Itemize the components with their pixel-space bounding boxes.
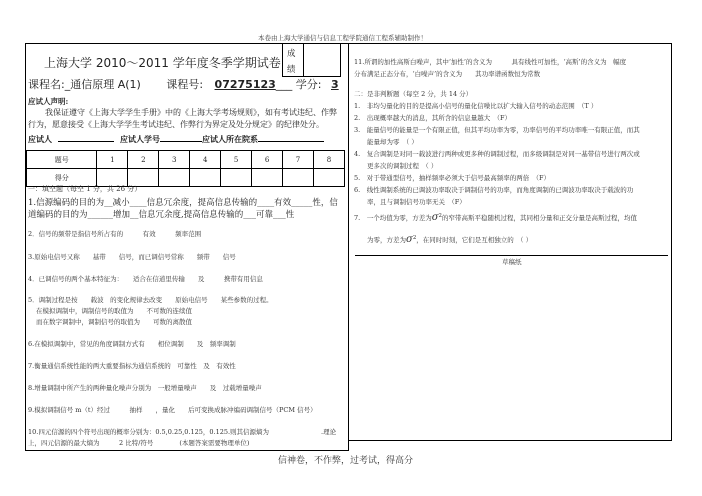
course-no-label: 课程号: xyxy=(166,78,204,91)
question-number: 1 xyxy=(97,151,128,169)
draft-label: 草稿纸 xyxy=(502,258,522,266)
question: 6.在模拟调制中，常见的角度调制方式有 相位调制 及 频率调制 xyxy=(28,340,236,348)
question: 道编码的目的为______增加__信息冗余度,提高信息传输的___可靠___性 xyxy=(28,210,295,220)
question: 1.信源编码的目的为__减小____信息冗余度，提高信息传输的____有效_____性，信 xyxy=(28,198,338,208)
section2-heading: 二：是非判断题（每空 2 分，共 14 分） xyxy=(354,90,473,98)
course-line: 课程名:_通信原理 A(1) 课程号: 07275123___ 学分: 3 xyxy=(28,76,345,92)
question: 8.增量调制中所产生的两种量化噪声分别为 一般增量噪声 及 过载增量噪声 xyxy=(28,384,262,392)
department-input[interactable] xyxy=(258,141,324,142)
question: 而在数字调制中，调制信号的取值为 可数的离散值 xyxy=(36,318,192,326)
judgement-item: 5. 对于带通型信号，抽样频率必须大于信号最高频率的两倍 （F） xyxy=(354,174,550,182)
item-text: 7. 一个均值为零，方差为 xyxy=(354,214,432,222)
score-box-divider xyxy=(340,44,341,76)
score-cell xyxy=(221,169,252,187)
superscript: 2 xyxy=(412,234,417,241)
section1-heading: 一：填空题（每空 1 分，共 26 分） xyxy=(28,185,142,193)
score-cell xyxy=(159,169,190,187)
question-number-row xyxy=(27,151,345,169)
judgement-item: 1. 非均匀量化的目的是提高小信号的量化信噪比以扩大输入信号的动态范围 （T ） xyxy=(354,102,598,110)
question: 7.衡量通信系统性能的两大重要指标为通信系统的 可靠性 及 有效性 xyxy=(28,362,236,370)
course-name: _通信原理 A(1) xyxy=(64,78,141,91)
judgement-item: 能量却为零 （ ） xyxy=(354,138,418,146)
judgement-item-7b xyxy=(354,234,532,245)
footer-text: 信神卷，不作弊，过考试，得高分 xyxy=(278,456,414,466)
item-text: 的窄带高斯平稳随机过程，其同相分量和正交分量是高斯过程，均值 xyxy=(441,214,637,222)
question-number: 2 xyxy=(128,151,159,169)
question: 11.所谓的加性高斯白噪声，其中‘加性’的含义为 具有线性可加性，‘高斯’的含义为 幅度 xyxy=(354,58,627,66)
judgement-item: 更多次的调制过程 （ ） xyxy=(354,162,438,170)
score-cell xyxy=(283,169,314,187)
sigma-symbol: σ xyxy=(431,212,439,223)
question: 4．已调信号的两个基本特征为： 适合在信道里传输 及 携带有用信息 xyxy=(28,275,263,283)
examinee-name-input[interactable] xyxy=(58,141,114,142)
superscript: 2 xyxy=(438,212,442,219)
item-text: ，在同时时刻，它们是互相独立的 （ ） xyxy=(416,236,533,244)
credit: 3 xyxy=(331,78,339,91)
question: 10.四元信源的四个符号出现的概率分别为：0.5,0.25,0.125，0.125.则其信源熵为 .理论 xyxy=(28,428,337,436)
score-table xyxy=(26,150,345,187)
course-no: 07275123 xyxy=(214,78,276,91)
score-cell xyxy=(313,169,344,187)
judgement-item: 2. 出现概率越大的消息，其所含的信息量越大 （F） xyxy=(354,114,511,122)
question-number: 6 xyxy=(252,151,283,169)
score-cell xyxy=(252,169,283,187)
examinee-fields xyxy=(28,134,324,145)
question: 2．信号的频带是指信号所占有的 有效 频率范围 xyxy=(28,230,202,238)
row-label: 得分 xyxy=(27,169,97,187)
question: 9.模拟调制信号 m（t）经过 抽样 ，量化 后可变换成脉冲编码调制信号（PCM 信号） xyxy=(28,406,317,414)
sigma-symbol: σ xyxy=(406,234,413,245)
course-name-label: 课程名: xyxy=(28,78,65,91)
score-label-1: 成 xyxy=(287,49,296,59)
judgement-item: 率，且与调制信号功率无关 （F） xyxy=(354,198,466,206)
student-no-label: 应试人学号 xyxy=(120,134,160,144)
question-number: 5 xyxy=(221,151,252,169)
question: 分布满足正态分布，‘白噪声’的含义为 其功率谱函数恒为常数 xyxy=(354,70,541,78)
department-label: 应试人所在院系 xyxy=(202,134,258,144)
question: 在模拟调制中，调制信号的取值为 不可数的连续值 xyxy=(36,307,192,315)
score-cell xyxy=(190,169,221,187)
question-number: 4 xyxy=(190,151,221,169)
header-note: 本卷由上海大学通信与信息工程学院通信工程系辅助制作！ xyxy=(258,34,427,42)
question: 上，四元信源的最大熵为 2 比特/符号 (本题答案需要物理单位) xyxy=(28,439,250,447)
question: 3.原始电信号又称 基带 信号，而已调信号常称 频带 信号 xyxy=(28,253,236,261)
score-box-divider xyxy=(282,44,283,76)
credit-label: 学分: xyxy=(295,78,322,91)
declaration-line: 我保证遵守《上海大学学生手册》中的《上海大学考场规则》，如有考试违纪、作弊 xyxy=(45,108,337,117)
row-label: 题号 xyxy=(27,151,97,169)
examinee-label: 应试人 xyxy=(28,134,52,144)
exam-title: 上海大学 2010～2011 学年度冬季学期试卷 xyxy=(44,56,281,70)
score-label-2: 绩 xyxy=(287,65,296,75)
declaration-heading: 应试人声明: xyxy=(28,97,69,106)
judgement-item: 3. 能量信号的能量是一个有限正值，但其平均功率为零，功率信号的平均功率唯一有限正值，而其 xyxy=(354,126,640,134)
student-no-input[interactable] xyxy=(160,141,202,142)
question-number: 8 xyxy=(313,151,344,169)
item-text: 为零，方差为 xyxy=(354,236,406,244)
divider xyxy=(355,255,668,256)
question: 5．调制过程是按 载波 的变化规律去改变 原始电信号 某些参数的过程。 xyxy=(28,296,273,304)
judgement-item-7a xyxy=(354,212,637,223)
question-number: 3 xyxy=(159,151,190,169)
score-box-divider xyxy=(303,44,304,76)
declaration-line: 行为，愿意接受《上海大学学生考试违纪、作弊行为界定及处分规定》的纪律处分。 xyxy=(28,120,324,129)
question-number: 7 xyxy=(283,151,314,169)
judgement-item: 4. 复合调制是对同一载波进行两种或更多种的调制过程，而多级调制是对同一基带信号进行两次或 xyxy=(354,150,640,158)
judgement-item: 6. 线性调制系统的已调波功率取决于调制信号的功率，而角度调制的已调波功率取决于载波的功 xyxy=(354,186,634,194)
